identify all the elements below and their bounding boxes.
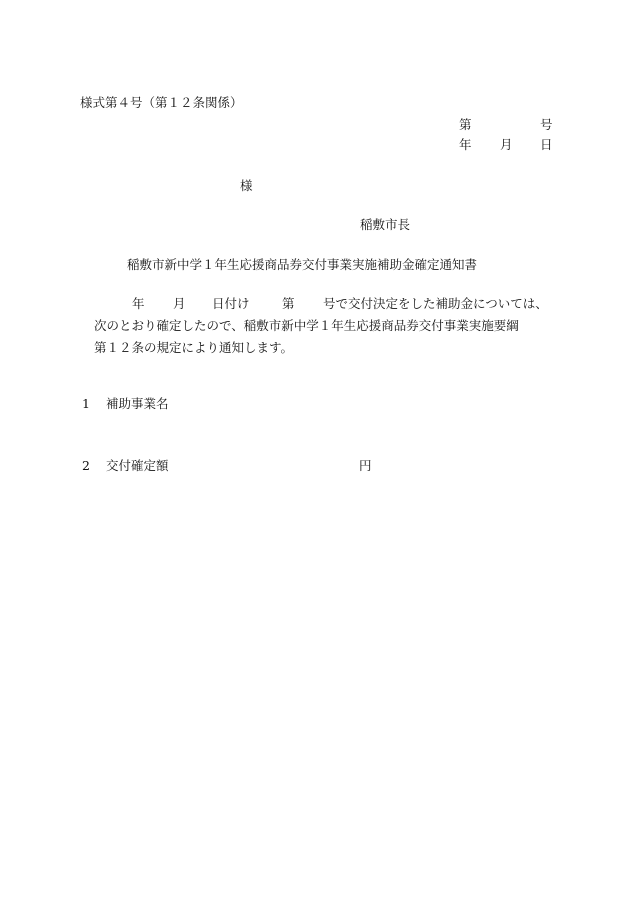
item-1-number: 1 [82, 396, 90, 411]
body-number-prefix: 第 [282, 296, 295, 311]
body-month-label: 月 [173, 296, 186, 311]
body-dated-label: 日付け [212, 296, 250, 311]
document-number-suffix: 号 [540, 117, 553, 132]
item-2-number: 2 [82, 458, 90, 473]
document-number-prefix: 第 [459, 117, 472, 132]
body-year-label: 年 [132, 296, 145, 311]
date-month-label: 月 [500, 137, 513, 152]
body-line-3: 第１２条の規定により通知します。 [94, 340, 294, 355]
date-day-label: 日 [540, 137, 553, 152]
item-2-unit: 円 [359, 458, 372, 473]
addressee-suffix: 様 [240, 178, 253, 193]
body-line-2: 次のとおり確定したので、稲敷市新中学１年生応援商品券交付事業実施要綱 [94, 318, 519, 333]
form-label: 様式第４号（第１２条関係） [80, 95, 243, 110]
sender-name: 稲敷市長 [360, 217, 411, 232]
item-1-label: 補助事業名 [106, 396, 169, 411]
body-line-1-rest: 号で交付決定をした補助金については、 [323, 296, 548, 311]
item-2-label: 交付確定額 [106, 458, 169, 473]
document-title: 稲敷市新中学１年生応援商品券交付事業実施補助金確定通知書 [127, 257, 478, 272]
date-year-label: 年 [459, 137, 472, 152]
